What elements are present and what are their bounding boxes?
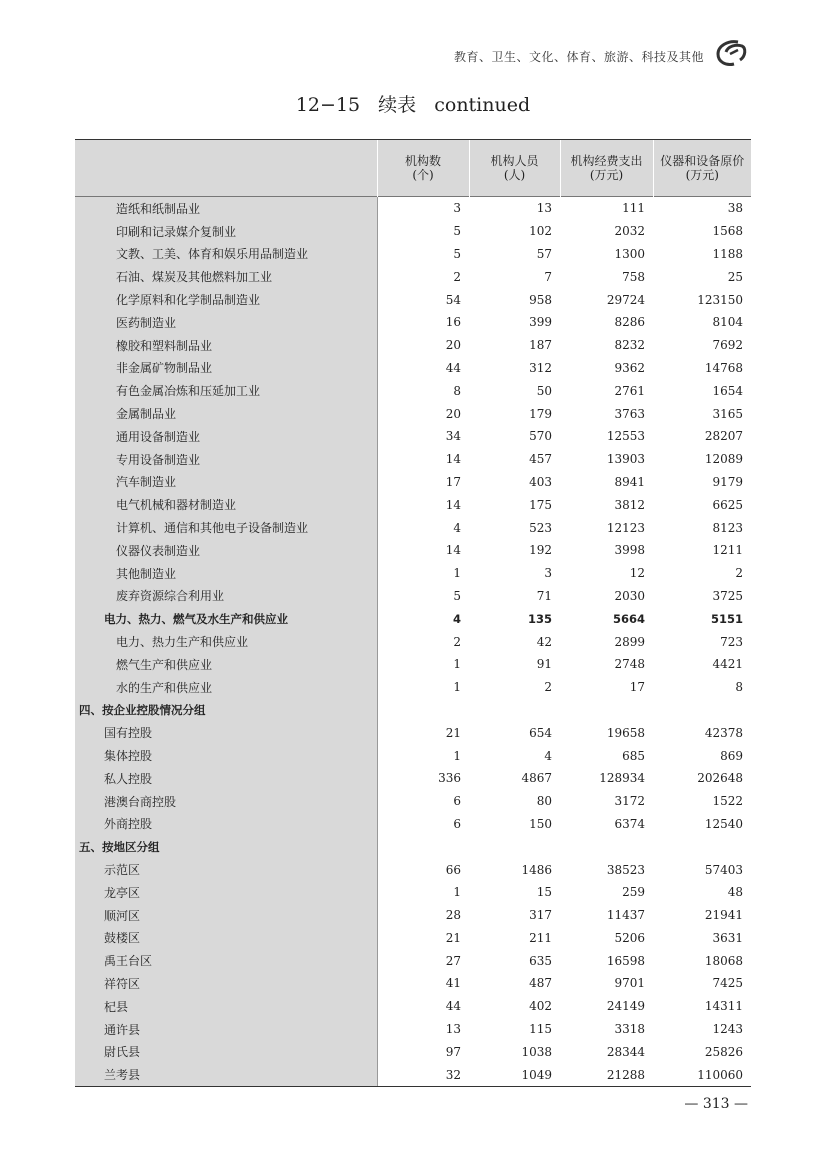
row-value: 12 bbox=[629, 566, 645, 581]
row-label: 计算机、通信和其他电子设备制造业 bbox=[75, 516, 377, 539]
row-value: 399 bbox=[529, 315, 552, 330]
row-value: 958 bbox=[529, 292, 552, 307]
table-row bbox=[75, 311, 751, 334]
row-label: 有色金属冶炼和压延加工业 bbox=[75, 379, 377, 402]
row-label: 五、按地区分组 bbox=[75, 835, 377, 858]
row-label: 金属制品业 bbox=[75, 402, 377, 425]
row-value: 123150 bbox=[697, 292, 743, 307]
row-value: 3725 bbox=[712, 588, 743, 603]
row-value bbox=[560, 835, 653, 858]
row-value: 9179 bbox=[712, 474, 743, 489]
table-title bbox=[0, 90, 826, 117]
row-value: 723 bbox=[720, 634, 743, 649]
row-value: 14 bbox=[445, 452, 461, 467]
row-value: 8941 bbox=[614, 474, 645, 489]
row-value: 1 bbox=[453, 885, 461, 900]
row-value: 8 bbox=[453, 383, 461, 398]
table-row bbox=[75, 448, 751, 471]
row-value: 4 bbox=[453, 520, 461, 535]
row-label: 通用设备制造业 bbox=[75, 425, 377, 448]
row-value: 44 bbox=[445, 360, 461, 375]
row-value: 128934 bbox=[599, 771, 645, 786]
row-label: 禹王台区 bbox=[75, 949, 377, 972]
row-value: 1211 bbox=[712, 543, 743, 558]
row-value: 38523 bbox=[606, 862, 645, 877]
row-value: 13903 bbox=[606, 452, 645, 467]
table-row bbox=[75, 835, 751, 858]
row-value: 111 bbox=[622, 201, 645, 216]
table-row bbox=[75, 858, 751, 881]
table-header-row bbox=[75, 140, 751, 197]
row-value: 44 bbox=[445, 999, 461, 1014]
row-value: 5 bbox=[453, 588, 461, 603]
row-value: 28344 bbox=[606, 1044, 645, 1059]
row-value: 19658 bbox=[606, 725, 645, 740]
row-value bbox=[377, 699, 469, 722]
row-value: 13 bbox=[445, 1022, 461, 1037]
row-label: 水的生产和供应业 bbox=[75, 676, 377, 699]
row-value: 8123 bbox=[712, 520, 743, 535]
row-value: 457 bbox=[529, 452, 552, 467]
row-label: 石油、煤炭及其他燃料加工业 bbox=[75, 265, 377, 288]
row-label: 祥符区 bbox=[75, 972, 377, 995]
row-value: 8286 bbox=[614, 315, 645, 330]
row-value: 523 bbox=[529, 520, 552, 535]
row-label: 外商控股 bbox=[75, 813, 377, 836]
row-value: 102 bbox=[529, 224, 552, 239]
row-value: 1300 bbox=[614, 246, 645, 261]
table-row bbox=[75, 220, 751, 243]
row-value: 3 bbox=[453, 201, 461, 216]
table-row bbox=[75, 471, 751, 494]
row-value: 1486 bbox=[521, 862, 552, 877]
row-value: 202648 bbox=[697, 771, 743, 786]
row-value: 1243 bbox=[712, 1022, 743, 1037]
row-value: 25826 bbox=[704, 1044, 743, 1059]
row-value bbox=[469, 835, 560, 858]
row-value: 57 bbox=[536, 246, 552, 261]
row-value: 1049 bbox=[469, 1063, 560, 1086]
statistics-table bbox=[75, 140, 751, 1087]
table-row bbox=[75, 927, 751, 950]
row-value: 91 bbox=[536, 657, 552, 672]
table-row bbox=[75, 425, 751, 448]
row-value bbox=[469, 699, 560, 722]
row-label: 通许县 bbox=[75, 1018, 377, 1041]
row-value: 135 bbox=[527, 611, 552, 626]
header-equipment-value: 仪器和设备原价 (万元) bbox=[653, 140, 751, 197]
row-value bbox=[653, 699, 751, 722]
table-row bbox=[75, 744, 751, 767]
table-title-en: continued bbox=[434, 94, 531, 116]
table-title-cn: 续表 bbox=[378, 94, 417, 116]
row-value: 685 bbox=[622, 748, 645, 763]
row-label: 私人控股 bbox=[75, 767, 377, 790]
row-value: 654 bbox=[529, 725, 552, 740]
row-value: 2748 bbox=[614, 657, 645, 672]
row-value: 3763 bbox=[614, 406, 645, 421]
row-value: 5664 bbox=[612, 611, 645, 626]
row-value: 34 bbox=[445, 429, 461, 444]
row-value: 6374 bbox=[614, 816, 645, 831]
row-value: 9362 bbox=[614, 360, 645, 375]
row-value: 317 bbox=[529, 908, 552, 923]
row-value: 8232 bbox=[614, 338, 645, 353]
row-value: 2 bbox=[453, 269, 461, 284]
table-row bbox=[75, 676, 751, 699]
row-value: 2030 bbox=[614, 588, 645, 603]
table-row bbox=[75, 1018, 751, 1041]
row-label: 鼓楼区 bbox=[75, 927, 377, 950]
row-value: 21 bbox=[445, 725, 461, 740]
row-value: 179 bbox=[529, 406, 552, 421]
row-value: 20 bbox=[445, 338, 461, 353]
row-value: 29724 bbox=[606, 292, 645, 307]
row-value: 1522 bbox=[712, 794, 743, 809]
row-value: 5 bbox=[453, 246, 461, 261]
row-value: 71 bbox=[536, 588, 552, 603]
table-row bbox=[75, 699, 751, 722]
table-row bbox=[75, 972, 751, 995]
row-value: 12123 bbox=[606, 520, 645, 535]
row-value: 2032 bbox=[614, 224, 645, 239]
row-label: 汽车制造业 bbox=[75, 471, 377, 494]
table-row bbox=[75, 493, 751, 516]
header-personnel: 机构人员 (人) bbox=[469, 140, 560, 197]
row-label: 杞县 bbox=[75, 995, 377, 1018]
row-value: 4 bbox=[452, 611, 461, 626]
table-row bbox=[75, 949, 751, 972]
row-label: 兰考县 bbox=[75, 1063, 377, 1086]
row-value: 12540 bbox=[704, 816, 743, 831]
row-value: 259 bbox=[622, 885, 645, 900]
row-value: 8104 bbox=[712, 315, 743, 330]
row-value: 2761 bbox=[614, 383, 645, 398]
table-row bbox=[75, 653, 751, 676]
row-value: 42378 bbox=[704, 725, 743, 740]
row-value: 7692 bbox=[712, 338, 743, 353]
row-value: 14 bbox=[445, 543, 461, 558]
row-value: 3 bbox=[544, 566, 552, 581]
table-row bbox=[75, 243, 751, 266]
row-value: 12089 bbox=[704, 452, 743, 467]
row-value bbox=[653, 835, 751, 858]
row-label: 港澳台商控股 bbox=[75, 790, 377, 813]
row-value: 14 bbox=[445, 497, 461, 512]
row-value: 24149 bbox=[606, 999, 645, 1014]
row-value: 312 bbox=[529, 360, 552, 375]
row-value: 17 bbox=[629, 680, 645, 695]
row-value: 4421 bbox=[712, 657, 743, 672]
row-value: 28 bbox=[445, 908, 461, 923]
row-value: 403 bbox=[529, 474, 552, 489]
row-value: 12553 bbox=[606, 429, 645, 444]
row-value: 1568 bbox=[712, 224, 743, 239]
row-value: 48 bbox=[727, 885, 743, 900]
row-value: 25 bbox=[727, 269, 743, 284]
row-label: 国有控股 bbox=[75, 721, 377, 744]
row-value: 50 bbox=[536, 383, 552, 398]
table-row bbox=[75, 721, 751, 744]
row-label: 尉氏县 bbox=[75, 1040, 377, 1063]
row-value: 11437 bbox=[606, 908, 645, 923]
row-value: 14311 bbox=[704, 999, 743, 1014]
row-value: 42 bbox=[536, 634, 552, 649]
row-value: 211 bbox=[529, 930, 552, 945]
row-value: 3318 bbox=[614, 1022, 645, 1037]
row-value: 41 bbox=[445, 976, 461, 991]
row-value: 5 bbox=[453, 224, 461, 239]
row-value: 8 bbox=[735, 680, 743, 695]
row-value: 5151 bbox=[710, 611, 743, 626]
header-institutions: 机构数 (个) bbox=[377, 140, 469, 197]
row-value: 13 bbox=[536, 201, 552, 216]
row-label: 印刷和记录媒介复制业 bbox=[75, 220, 377, 243]
table-row bbox=[75, 357, 751, 380]
row-value: 2899 bbox=[614, 634, 645, 649]
row-value: 4867 bbox=[521, 771, 552, 786]
row-label: 其他制造业 bbox=[75, 562, 377, 585]
row-value: 3165 bbox=[712, 406, 743, 421]
table-row bbox=[75, 767, 751, 790]
row-label: 化学原料和化学制品制造业 bbox=[75, 288, 377, 311]
row-value: 115 bbox=[529, 1022, 552, 1037]
row-value: 14768 bbox=[704, 360, 743, 375]
table-row bbox=[75, 265, 751, 288]
table-body bbox=[75, 197, 751, 1087]
row-label: 橡胶和塑料制品业 bbox=[75, 334, 377, 357]
table-row bbox=[75, 1040, 751, 1063]
table-row bbox=[75, 813, 751, 836]
row-value: 54 bbox=[445, 292, 461, 307]
row-value: 18068 bbox=[704, 953, 743, 968]
table-row bbox=[75, 881, 751, 904]
row-value: 150 bbox=[529, 816, 552, 831]
row-value: 32 bbox=[377, 1063, 469, 1086]
table-row bbox=[75, 607, 751, 630]
header-blank-cell bbox=[75, 140, 377, 197]
row-value: 97 bbox=[445, 1044, 461, 1059]
publisher-logo-icon bbox=[714, 38, 748, 68]
row-value: 1 bbox=[453, 566, 461, 581]
row-label: 燃气生产和供应业 bbox=[75, 653, 377, 676]
row-value: 1 bbox=[453, 748, 461, 763]
table-row bbox=[75, 197, 751, 220]
row-label: 龙亭区 bbox=[75, 881, 377, 904]
row-value: 2 bbox=[735, 566, 743, 581]
row-value: 57403 bbox=[704, 862, 743, 877]
row-label: 四、按企业控股情况分组 bbox=[75, 699, 377, 722]
table-row bbox=[75, 288, 751, 311]
row-value: 38 bbox=[727, 201, 743, 216]
table-number: 12−15 bbox=[295, 94, 361, 116]
row-value: 192 bbox=[529, 543, 552, 558]
running-header: 教育、卫生、文化、体育、旅游、科技及其他 bbox=[453, 50, 704, 64]
row-value: 6 bbox=[453, 794, 461, 809]
row-value: 2 bbox=[544, 680, 552, 695]
row-value: 487 bbox=[529, 976, 552, 991]
row-label: 电力、热力、燃气及水生产和供应业 bbox=[75, 607, 377, 630]
row-value: 17 bbox=[445, 474, 461, 489]
row-value: 21288 bbox=[560, 1063, 653, 1086]
table-row bbox=[75, 790, 751, 813]
row-value: 1 bbox=[453, 680, 461, 695]
row-value: 7 bbox=[544, 269, 552, 284]
row-label: 文教、工美、体育和娱乐用品制造业 bbox=[75, 243, 377, 266]
row-value: 635 bbox=[529, 953, 552, 968]
row-value: 5206 bbox=[614, 930, 645, 945]
row-value: 3812 bbox=[614, 497, 645, 512]
table-row bbox=[75, 516, 751, 539]
row-value: 9701 bbox=[614, 976, 645, 991]
row-label: 仪器仪表制造业 bbox=[75, 539, 377, 562]
header-expenditure: 机构经费支出 (万元) bbox=[560, 140, 653, 197]
row-label: 专用设备制造业 bbox=[75, 448, 377, 471]
row-value: 1038 bbox=[521, 1044, 552, 1059]
row-label: 示范区 bbox=[75, 858, 377, 881]
row-value: 21941 bbox=[704, 908, 743, 923]
row-value bbox=[560, 699, 653, 722]
row-value: 110060 bbox=[653, 1063, 751, 1086]
row-value: 402 bbox=[529, 999, 552, 1014]
row-label: 医药制造业 bbox=[75, 311, 377, 334]
row-value: 80 bbox=[536, 794, 552, 809]
row-value: 2 bbox=[453, 634, 461, 649]
table-row bbox=[75, 585, 751, 608]
row-value: 3998 bbox=[614, 543, 645, 558]
row-value: 3172 bbox=[614, 794, 645, 809]
table-row bbox=[75, 402, 751, 425]
row-value: 1654 bbox=[712, 383, 743, 398]
row-value: 570 bbox=[529, 429, 552, 444]
row-value: 21 bbox=[445, 930, 461, 945]
row-value: 15 bbox=[536, 885, 552, 900]
row-value: 7425 bbox=[712, 976, 743, 991]
row-label: 造纸和纸制品业 bbox=[75, 197, 377, 220]
row-value: 16 bbox=[445, 315, 461, 330]
row-value: 758 bbox=[622, 269, 645, 284]
row-value: 175 bbox=[529, 497, 552, 512]
page-number: — 313 — bbox=[684, 1096, 748, 1112]
table-row bbox=[75, 630, 751, 653]
row-value: 336 bbox=[438, 771, 461, 786]
row-value: 28207 bbox=[704, 429, 743, 444]
row-value: 27 bbox=[445, 953, 461, 968]
row-value: 187 bbox=[529, 338, 552, 353]
row-value: 6 bbox=[453, 816, 461, 831]
row-value: 869 bbox=[720, 748, 743, 763]
row-value: 3631 bbox=[712, 930, 743, 945]
row-value: 4 bbox=[544, 748, 552, 763]
row-value: 6625 bbox=[712, 497, 743, 512]
row-value: 1188 bbox=[712, 246, 743, 261]
table-row bbox=[75, 539, 751, 562]
table-row bbox=[75, 379, 751, 402]
row-value bbox=[377, 835, 469, 858]
table-row bbox=[75, 334, 751, 357]
table-row bbox=[75, 995, 751, 1018]
row-label: 非金属矿物制品业 bbox=[75, 357, 377, 380]
row-label: 顺河区 bbox=[75, 904, 377, 927]
row-value: 66 bbox=[445, 862, 461, 877]
row-value: 16598 bbox=[606, 953, 645, 968]
table-row bbox=[75, 1063, 751, 1086]
row-label: 集体控股 bbox=[75, 744, 377, 767]
row-label: 废弃资源综合利用业 bbox=[75, 585, 377, 608]
row-value: 1 bbox=[453, 657, 461, 672]
table-row bbox=[75, 562, 751, 585]
row-label: 电气机械和器材制造业 bbox=[75, 493, 377, 516]
row-label: 电力、热力生产和供应业 bbox=[75, 630, 377, 653]
table-row bbox=[75, 904, 751, 927]
row-value: 20 bbox=[445, 406, 461, 421]
